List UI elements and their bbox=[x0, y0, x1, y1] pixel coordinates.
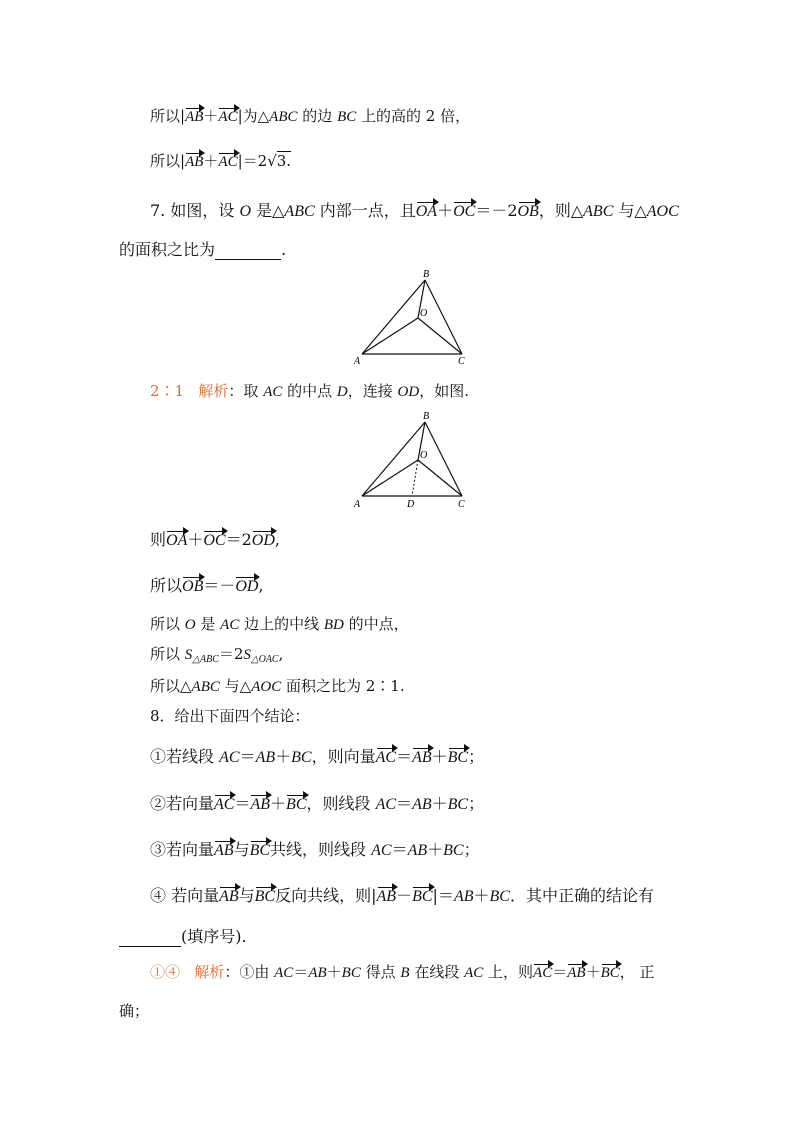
text: 的边 bbox=[297, 107, 338, 125]
text: ，则△ bbox=[538, 201, 584, 220]
text: 的中点， bbox=[343, 615, 409, 633]
text: ．其中正确的结论有 bbox=[509, 886, 654, 905]
text: ＋ bbox=[431, 794, 448, 813]
text: ABC bbox=[191, 679, 220, 695]
text: ABC bbox=[284, 203, 315, 220]
text-line bbox=[150, 150, 291, 171]
text: O bbox=[239, 203, 252, 220]
text: BC bbox=[489, 888, 510, 905]
text: , bbox=[278, 645, 284, 663]
text: ＝ bbox=[552, 963, 568, 981]
text: ②若向量 bbox=[150, 794, 215, 813]
text: ， 正 bbox=[619, 963, 655, 981]
vector-OD: OD bbox=[251, 532, 275, 549]
triangle-figure-median bbox=[350, 410, 470, 512]
segment-OC bbox=[418, 318, 462, 354]
text: ④ 若向量 bbox=[150, 886, 220, 905]
segment-OD-dashed bbox=[412, 460, 418, 496]
text: AOC bbox=[251, 679, 282, 695]
vector-BC: BC bbox=[249, 842, 271, 859]
edge-BC bbox=[425, 280, 462, 354]
text: ＋ bbox=[437, 201, 454, 220]
vector-OA: OA bbox=[166, 532, 188, 549]
text: AC bbox=[219, 749, 240, 766]
answer-8-line2: 确； bbox=[119, 1002, 150, 1020]
text: 所以 bbox=[150, 645, 185, 663]
text: AC bbox=[263, 384, 283, 400]
text: ，连接 bbox=[347, 382, 398, 400]
text: , bbox=[274, 530, 280, 549]
edge-AB bbox=[362, 422, 428, 496]
vector-BC: BC bbox=[254, 888, 276, 905]
text: BD bbox=[323, 617, 344, 633]
text: ＝2 bbox=[225, 530, 252, 549]
text: 在线段 bbox=[409, 963, 465, 981]
label-O: O bbox=[420, 308, 428, 319]
answer-value: ①④ bbox=[150, 963, 181, 981]
text: . bbox=[281, 240, 287, 259]
segment-OA bbox=[362, 460, 418, 496]
vector-OC: OC bbox=[203, 532, 226, 549]
conclusion-2 bbox=[150, 791, 484, 814]
text: 与 bbox=[233, 840, 250, 859]
text: BC bbox=[447, 796, 469, 813]
edge-AB bbox=[362, 280, 428, 354]
text: ＋ bbox=[431, 747, 448, 766]
text: AC bbox=[274, 965, 294, 981]
text: B bbox=[400, 965, 410, 981]
text: ＝ bbox=[396, 747, 413, 766]
text: ； bbox=[468, 794, 485, 813]
solution-line bbox=[150, 675, 405, 696]
vector-BC: BC bbox=[600, 965, 620, 981]
label-A: A bbox=[354, 356, 361, 367]
text: BC bbox=[443, 842, 464, 859]
answer-value: 2∶1 bbox=[150, 382, 185, 400]
text: ＋ bbox=[326, 963, 342, 981]
label-B: B bbox=[423, 269, 430, 280]
label-A: A bbox=[354, 499, 361, 510]
vector-AC: AC bbox=[218, 154, 238, 170]
text: O bbox=[184, 617, 196, 633]
text: OD bbox=[397, 384, 420, 400]
text: ＋ bbox=[585, 963, 601, 981]
text: 所以 bbox=[150, 576, 183, 595]
text: 得点 bbox=[360, 963, 401, 981]
vector-AC: AC bbox=[375, 749, 397, 766]
text: 是 bbox=[195, 615, 221, 633]
text: 共线，则线段 bbox=[270, 840, 372, 859]
text: 边上的中线 bbox=[239, 615, 324, 633]
answer-blank bbox=[119, 927, 181, 947]
text: , bbox=[258, 576, 264, 595]
subscript: △OAC bbox=[250, 654, 279, 665]
text: 的面积之比为 bbox=[119, 240, 216, 259]
text: |＝ bbox=[432, 886, 454, 905]
text: ＋ bbox=[275, 747, 292, 766]
vector-AB: AB bbox=[376, 888, 397, 905]
text: ①若线段 bbox=[150, 747, 220, 766]
text: AC bbox=[371, 842, 392, 859]
label-C: C bbox=[458, 356, 465, 367]
question-7-line2 bbox=[119, 237, 286, 260]
text: ③若向量 bbox=[150, 840, 215, 859]
text: 内部一点，且 bbox=[314, 201, 416, 220]
text: 所以 bbox=[150, 615, 185, 633]
conclusion-1 bbox=[150, 744, 484, 767]
vector-AB: AB bbox=[185, 109, 204, 125]
triangle-figure bbox=[350, 268, 470, 368]
text: AB bbox=[308, 965, 327, 981]
label-O: O bbox=[420, 450, 428, 461]
answer-blank bbox=[215, 240, 281, 260]
vector-BC: BC bbox=[286, 796, 307, 813]
text: ＝ bbox=[396, 794, 413, 813]
text: ＝ bbox=[239, 747, 256, 766]
text: S bbox=[184, 647, 193, 663]
text: 7. 如图，设 bbox=[150, 201, 240, 220]
text: 与△ bbox=[219, 677, 252, 695]
text: 与 bbox=[238, 886, 255, 905]
solution-line bbox=[150, 527, 280, 550]
text: ，则向量 bbox=[311, 747, 376, 766]
question-7 bbox=[150, 198, 679, 221]
text: ＋ bbox=[270, 794, 287, 813]
vector-OB: OB bbox=[182, 578, 204, 595]
solution-line bbox=[150, 573, 264, 596]
vector-AC: AC bbox=[218, 109, 238, 125]
text: ＝ bbox=[391, 840, 408, 859]
text: |＝2 bbox=[237, 152, 268, 170]
conclusion-3 bbox=[150, 837, 480, 860]
text: 与△ bbox=[613, 201, 647, 220]
text: AC bbox=[375, 796, 397, 813]
text: ，则线段 bbox=[306, 794, 376, 813]
text: ：取 bbox=[228, 382, 264, 400]
plus: ＋ bbox=[203, 107, 219, 125]
text: AB bbox=[453, 888, 474, 905]
text: AC bbox=[464, 965, 484, 981]
text: ＝－ bbox=[203, 576, 236, 595]
text: AB bbox=[412, 796, 432, 813]
edge-BC bbox=[425, 422, 462, 496]
vector-BC: BC bbox=[412, 888, 433, 905]
text: 反向共线，则| bbox=[275, 886, 377, 905]
text: D bbox=[336, 384, 348, 400]
vector-AB: AB bbox=[214, 842, 234, 859]
text: 3. bbox=[276, 152, 292, 170]
vector-AB: AB bbox=[412, 749, 432, 766]
vector-AB: AB bbox=[250, 796, 271, 813]
text: 所以| bbox=[150, 152, 186, 170]
text: ＋ bbox=[187, 530, 204, 549]
text: S bbox=[243, 647, 251, 663]
text: ＝－2 bbox=[475, 201, 518, 220]
analysis-label: 解析 bbox=[194, 963, 225, 981]
analysis-label: 解析 bbox=[198, 382, 229, 400]
subscript: △ABC bbox=[192, 654, 219, 665]
sqrt-sign: √ bbox=[267, 152, 277, 170]
vector-OC: OC bbox=[453, 203, 476, 220]
vector-AB: AB bbox=[219, 888, 239, 905]
text: BC bbox=[291, 749, 312, 766]
vector-OB: OB bbox=[517, 203, 539, 220]
vector-BC: BC bbox=[447, 749, 469, 766]
text: 面积之比为 2∶1. bbox=[281, 677, 405, 695]
text: 则 bbox=[150, 530, 167, 549]
text: ＋ bbox=[473, 886, 490, 905]
conclusion-4 bbox=[150, 883, 654, 906]
text: |为△ bbox=[237, 107, 270, 125]
label-D: D bbox=[407, 499, 415, 510]
text: BC bbox=[337, 109, 357, 125]
text: ABC bbox=[583, 203, 614, 220]
text: ＝ bbox=[234, 794, 251, 813]
vector-AB: AB bbox=[185, 154, 204, 170]
label-C: C bbox=[458, 499, 465, 510]
segment-OA bbox=[362, 318, 418, 354]
text: ； bbox=[463, 840, 480, 859]
text: ：①由 bbox=[224, 963, 275, 981]
vector-AB: AB bbox=[567, 965, 586, 981]
text: AB bbox=[407, 842, 428, 859]
solution-line bbox=[150, 613, 409, 634]
text: 上的高的 2 倍， bbox=[356, 107, 471, 125]
text: AC bbox=[220, 617, 240, 633]
text: ＝ bbox=[293, 963, 309, 981]
vector-OD: OD bbox=[235, 578, 259, 595]
text: 所以| bbox=[150, 107, 186, 125]
text: AOC bbox=[646, 203, 679, 220]
question-8-line2 bbox=[119, 924, 247, 947]
label-B: B bbox=[423, 411, 430, 422]
answer-8 bbox=[150, 961, 655, 982]
text: ，如图. bbox=[419, 382, 469, 400]
text: 所以△ bbox=[150, 677, 192, 695]
text: － bbox=[396, 886, 413, 905]
text: ； bbox=[468, 747, 485, 766]
segment-OC bbox=[418, 460, 462, 496]
text: (填序号). bbox=[181, 927, 247, 946]
text: ABC bbox=[269, 109, 298, 125]
answer-7 bbox=[150, 380, 469, 401]
text: 上，则 bbox=[483, 963, 534, 981]
question-8: 8．给出下面四个结论： bbox=[150, 707, 310, 725]
text: 的中点 bbox=[282, 382, 337, 400]
vector-AC: AC bbox=[214, 796, 235, 813]
text: 是△ bbox=[251, 201, 285, 220]
solution-line bbox=[150, 643, 283, 665]
text: ＝2 bbox=[218, 645, 244, 663]
vector-AC: AC bbox=[533, 965, 553, 981]
text: BC bbox=[341, 965, 361, 981]
plus: ＋ bbox=[203, 152, 219, 170]
vector-OA: OA bbox=[415, 203, 438, 220]
text: AB bbox=[255, 749, 276, 766]
text-line bbox=[150, 105, 470, 126]
text: ＋ bbox=[427, 840, 444, 859]
